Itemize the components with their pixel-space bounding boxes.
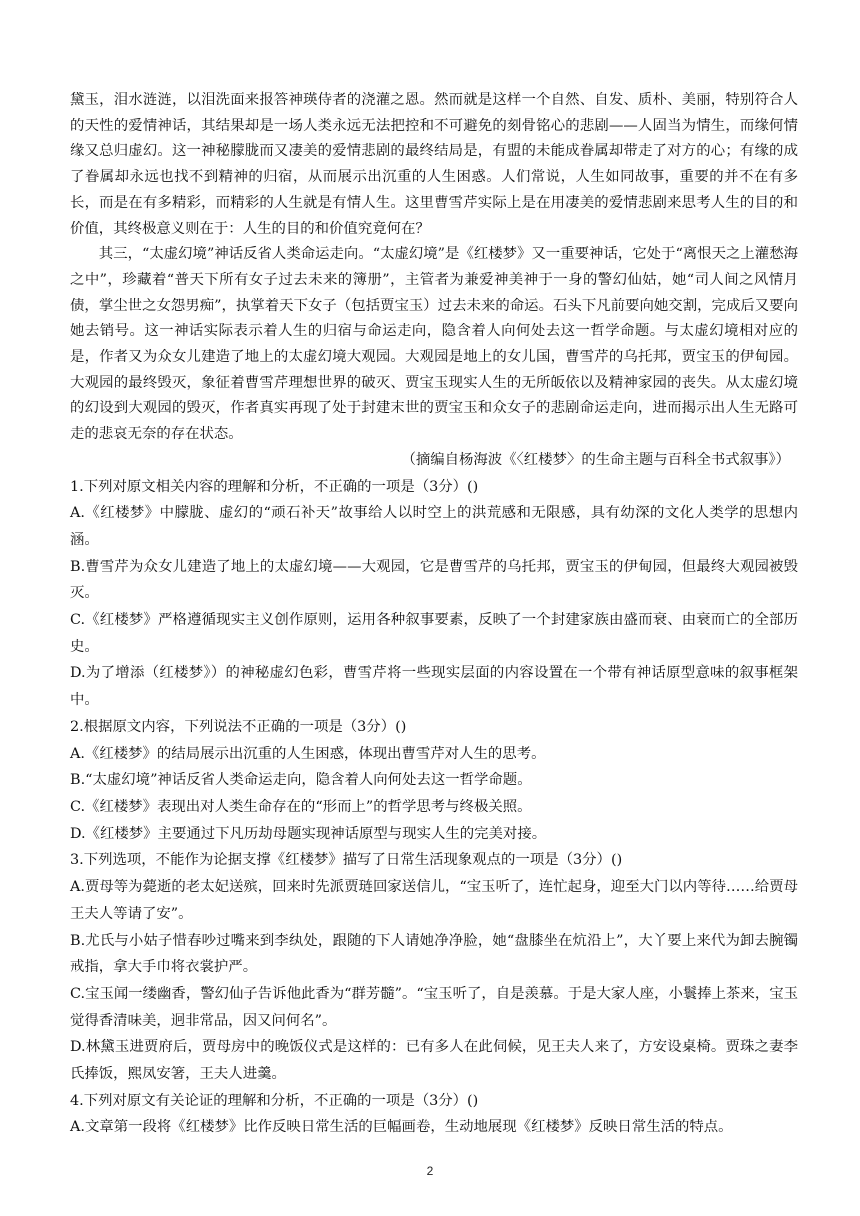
question-option: A.《红楼梦》的结局展示出沉重的人生困惑，体现出曹雪芹对人生的思考。 [70,745,546,762]
passage-source: （摘编自杨海波《〈红楼梦〉的生命主题与百科全书式叙事》） [401,451,790,468]
passage-paragraph-1: 黛玉，泪水涟涟，以泪洗面来报答神瑛侍者的浇灌之恩。然而就是这样一个自然、自发、质朴、美丽，特别符合人的天性的爱情神话，其结果却是一场人类永远无法把控和不可避免的刻骨铭心的悲剧——人固当为情生，而缘何情缘又总归虚幻。这一神秘朦胧而又凄美的爱情悲剧的最终结局是，有盟的未能成眷属却带走了对方的心；有缘的成了眷属却永远也找不到精神的归宿，从而展示出沉重的人生困惑。人们常说，人生如同故事，重要的并不在有多长，而是在有多精彩，而精彩的人生就是有情人生。这里曹雪芹实际上是在用凄美的爱情悲剧来思考人生的目的和价值，其终极意义则在于：人生的目的和价值究竟何在？ [70,92,798,237]
question-2 [70,714,798,848]
question-option: D.为了增添（红楼梦》）的神秘虚幻色彩，曹雪芹将一些现实层面的内容设置在一个带有神话原型意味的叙事框架中。 [70,665,798,709]
document-page [70,88,798,1141]
question-option: A.《红楼梦》中朦胧、虚幻的“顽石补天”故事给人以时空上的洪荒感和无限感，具有幼深的文化人类学的思想内涵。 [70,505,798,548]
question-option: D.林黛玉进贾府后，贾母房中的晚饭仪式是这样的：已有多人在此伺候，见王夫人来了，方安设桌椅。贾珠之妻李氏捧饭，熙凤安箸，王夫人进羹。 [70,1039,798,1083]
question-stem: 1.下列对原文相关内容的理解和分析，不正确的一项是（3分）() [70,478,479,495]
question-stem: 2.根据原文内容，下列说法不正确的一项是（3分）() [70,718,407,735]
question-option: B.“太虚幻境”神话反省人类命运走向，隐含着人向何处去这一哲学命题。 [70,772,532,789]
question-option: B.曹雪芹为众女儿建造了地上的太虚幻境——大观园，它是曹雪芹的乌托邦，贾宝玉的伊甸园，但最终大观园被毁灭。 [70,558,798,602]
question-4 [70,1088,798,1141]
question-option: D.《红楼梦》主要通过下凡历劫母题实现神话原型与现实人生的完美对接。 [70,825,547,842]
question-stem: 3.下列选项，不能作为论据支撑《红楼梦》描写了日常生活现象观点的一项是（3分）() [70,852,623,869]
question-option: B.尤氏与小姑子惜春吵过嘴来到李纨处，跟随的下人请她净净脸，她“盘膝坐在炕沿上”，大丫要上来代为卸去腕镯戒指，拿大手巾将衣裳护严。 [70,932,798,976]
question-option: A.贾母等为薨逝的老太妃送殡，回来时先派贾琏回家送信儿，“宝玉听了，连忙起身，迎至大门以内等待……给贾母王夫人等请了安”。 [70,879,798,922]
question-option: A.文章第一段将《红楼梦》比作反映日常生活的巨幅画卷，生动地展现《红楼梦》反映日常生活的特点。 [70,1119,733,1136]
question-3 [70,847,798,1087]
passage-paragraph-2: 其三，“太虚幻境”神话反省人类命运走向。“太虚幻境”是《红楼梦》又一重要神话，它处于“离恨天之上灌愁海之中”，珍藏着“普天下所有女子过去未来的簿册”，主管者为兼爱神美神于一身的警幻仙姑，她“司人间之风情月债，掌尘世之女怨男痴”，执掌着天下女子（包括贾宝玉）过去未来的命运。石头下凡前要向她交割，完成后又要向她去销号。这一神话实际表示着人生的归宿与命运走向，隐含着人向何处去这一哲学命题。与太虚幻境相对应的是，作者又为众女儿建造了地上的太虚幻境大观园。大观园是地上的女儿国，曹雪芹的乌托邦，贾宝玉的伊甸园。大观园的最终毁灭，象征着曹雪芹理想世界的破灭、贾宝玉现实人生的无所皈依以及精神家园的丧失。从太虚幻境的幻设到大观园的毁灭，作者真实再现了处于封建末世的贾宝玉和众女子的悲剧命运走向，进而揭示出人生无路可走的悲哀无奈的存在状态。 [70,246,798,443]
question-option: C.《红楼梦》严格遵循现实主义创作原则，运用各种叙事要素，反映了一个封建家族由盛而衰、由衰而亡的全部历史。 [70,612,798,655]
question-1 [70,474,798,714]
question-stem: 4.下列对原文有关论证的理解和分析，不正确的一项是（3分）() [70,1092,479,1109]
question-option: C.《红楼梦》表现出对人类生命存在的“形而上”的哲学思考与终极关照。 [70,798,532,815]
question-option: C.宝玉闻一缕幽香，警幻仙子告诉他此香为“群芳髓”。“宝玉听了，自是羡慕。于是大家人座，小鬟捧上茶来，宝玉觉得香清味美，迥非常品，因又问何名”。 [70,985,798,1029]
page-number: 2 [426,1164,434,1178]
